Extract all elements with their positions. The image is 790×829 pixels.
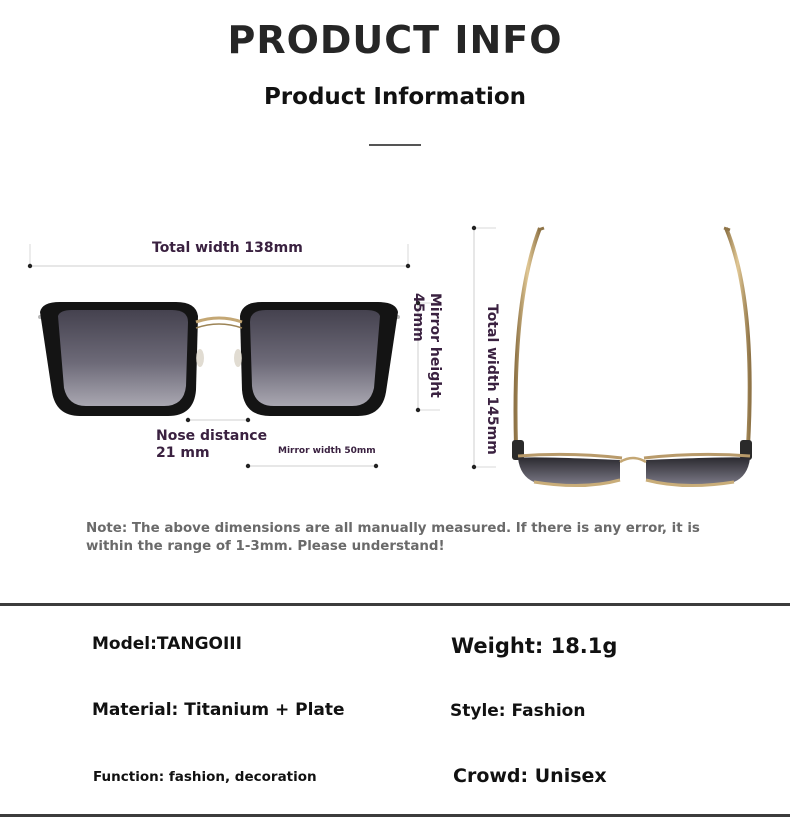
side-width-label: Total width 145mm — [484, 304, 500, 455]
spec-material: Material: Titanium + Plate — [92, 700, 345, 720]
measurement-note: Note: The above dimensions are all manually measured. If there is any error, it is within the range of 1-3mm. Please understand! — [86, 521, 700, 554]
dimension-figure — [0, 200, 790, 500]
mirror-width-label: Mirror width 50mm — [278, 446, 376, 456]
specs-top-divider — [0, 603, 790, 606]
front-view-glasses — [40, 302, 398, 416]
sunglasses-diagram — [0, 200, 790, 500]
title-divider — [369, 144, 421, 146]
spec-style: Style: Fashion — [450, 701, 586, 721]
nose-distance-line — [186, 418, 250, 422]
mirror-height-label: Mirror height 45mm — [410, 293, 443, 398]
mirror-width-line — [246, 464, 378, 468]
spec-weight: Weight: 18.1g — [451, 634, 618, 658]
spec-crowd: Crowd: Unisex — [453, 765, 607, 787]
specs-bottom-divider — [0, 814, 790, 817]
spec-model: Model:TANGOIII — [92, 634, 242, 654]
top-view-glasses — [512, 228, 752, 486]
total-width-label: Total width 138mm — [152, 240, 303, 256]
nose-distance-label: Nose distance 21 mm — [156, 428, 268, 461]
page-subtitle: Product Information — [263, 84, 527, 110]
spec-function: Function: fashion, decoration — [93, 769, 317, 785]
page-title: PRODUCT INFO — [227, 18, 563, 62]
